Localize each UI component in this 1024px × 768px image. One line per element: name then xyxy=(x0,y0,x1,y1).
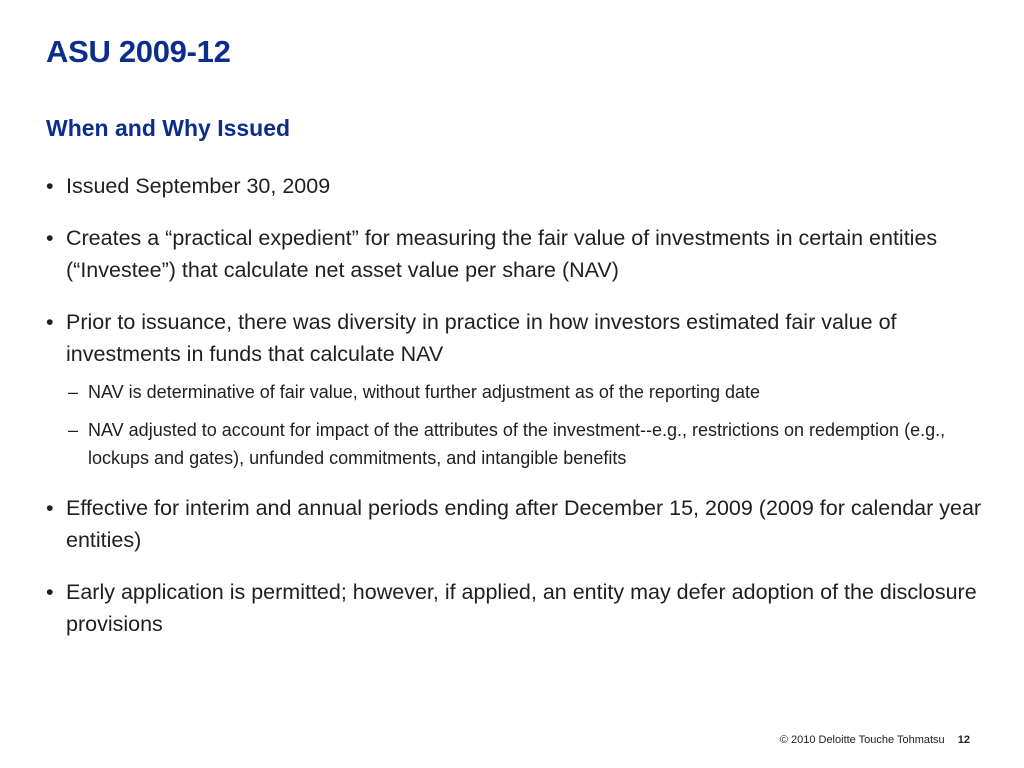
bullet-item xyxy=(44,170,994,202)
bullet-text: Effective for interim and annual periods ending after December 15, 2009 (2009 for calendar year entities) xyxy=(66,496,982,552)
bullet-marker: • xyxy=(46,580,54,604)
slide-footer xyxy=(780,734,970,746)
bullet-item xyxy=(44,576,994,640)
slide-title: ASU 2009-12 xyxy=(46,34,231,69)
sub-bullet-list xyxy=(66,378,994,472)
page-number: 12 xyxy=(957,734,970,746)
sub-bullet-item xyxy=(46,416,994,472)
copyright-text: © 2010 Deloitte Touche Tohmatsu xyxy=(779,734,945,746)
bullet-text: Issued September 30, 2009 xyxy=(66,174,331,198)
bullet-item xyxy=(44,222,994,286)
sub-bullet-marker: – xyxy=(68,420,79,440)
sub-bullet-text: NAV adjusted to account for impact of the attributes of the investment--e.g., restrictions on redemption (e.g., lockups and gates), unfunded commitments, and intangible benefits xyxy=(88,420,946,468)
bullet-text: Early application is permitted; however, if applied, an entity may defer adoption of the disclosure provisions xyxy=(66,580,977,636)
bullet-item xyxy=(44,492,994,556)
sub-bullet-marker: – xyxy=(68,382,79,402)
bullet-text: Prior to issuance, there was diversity in practice in how investors estimated fair value of investments in funds that calculate NAV xyxy=(66,310,897,366)
bullet-marker: • xyxy=(46,310,54,334)
bullet-marker: • xyxy=(46,226,54,250)
slide-subtitle: When and Why Issued xyxy=(46,115,291,141)
bullet-item xyxy=(44,306,994,472)
bullet-text: Creates a “practical expedient” for measuring the fair value of investments in certain entities (“Investee”) that calculate net asset value per share (NAV) xyxy=(66,226,938,282)
bullet-marker: • xyxy=(46,174,54,198)
sub-bullet-item xyxy=(46,378,994,406)
bullet-marker: • xyxy=(46,496,54,520)
bullet-list xyxy=(44,170,994,660)
sub-bullet-text: NAV is determinative of fair value, without further adjustment as of the reporting date xyxy=(88,382,761,402)
